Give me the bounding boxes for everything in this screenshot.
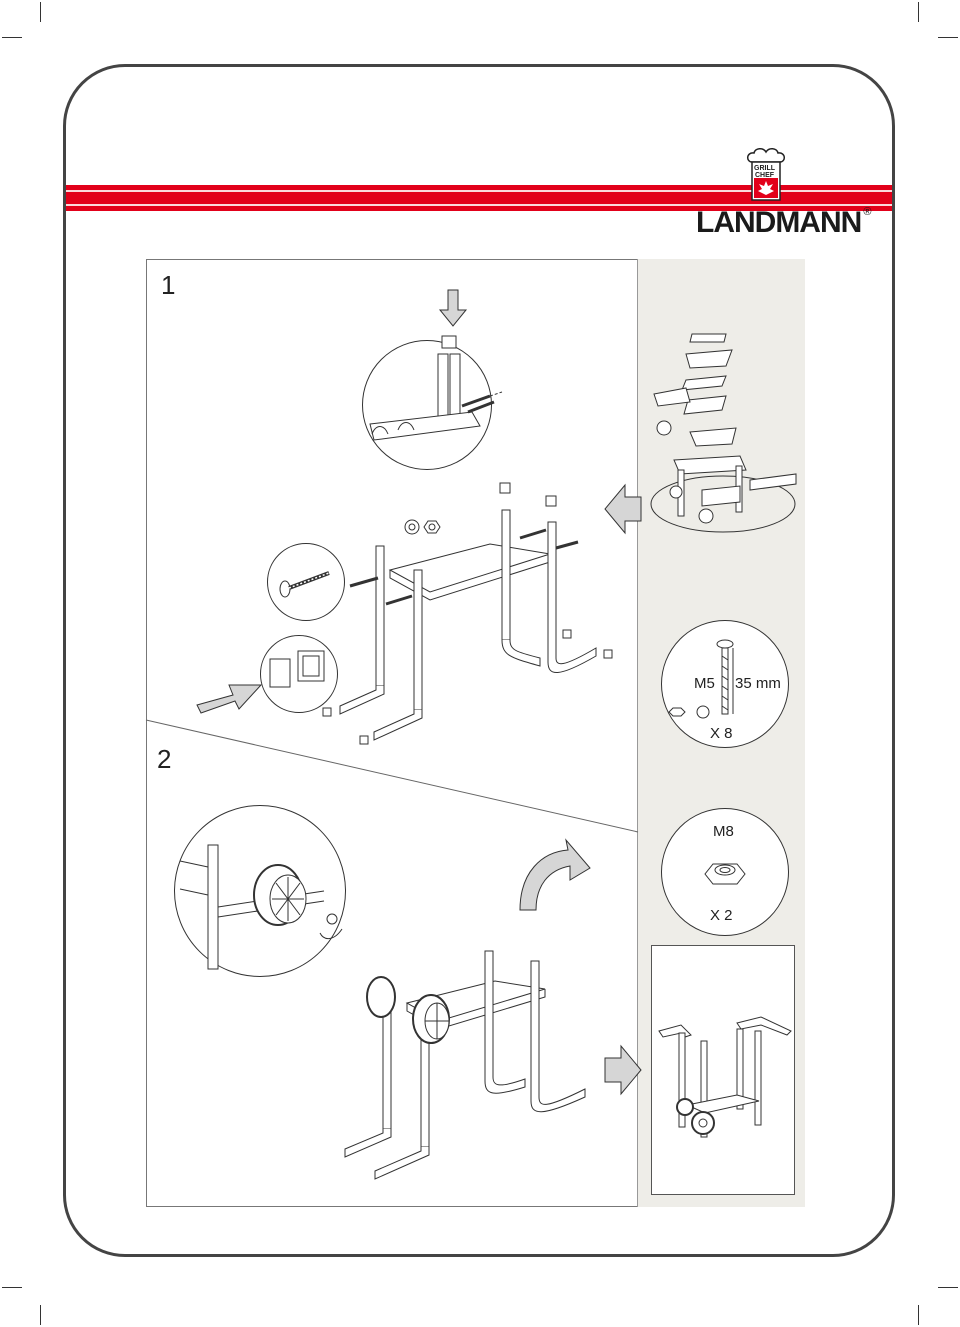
leg-insert-detail-drawing (362, 284, 502, 474)
crop-mark (2, 1287, 22, 1288)
step-number-2: 2 (157, 744, 172, 774)
brand-name (696, 206, 870, 240)
wheel-detail-drawing (174, 805, 346, 977)
bolt-length-label: 35 mm (735, 675, 781, 692)
brand-name-text: LANDMANN (696, 206, 862, 239)
arrow-right-icon (603, 1044, 643, 1096)
end-caps-drawing (260, 635, 338, 713)
logo-text-grill: GRILL (754, 165, 775, 172)
step-number-1: 1 (161, 270, 176, 300)
bolt-size-label: M5 (694, 675, 715, 692)
logo-text-chef: CHEF (755, 172, 775, 179)
grill-chef-logo (746, 148, 786, 208)
trademark-symbol: ® (863, 206, 871, 218)
assembled-cart-drawing (651, 945, 795, 1195)
crop-mark (918, 2, 919, 22)
cart-frame-drawing-step1 (320, 480, 620, 750)
crop-mark (938, 1287, 958, 1288)
arrow-left-icon (603, 483, 643, 535)
curved-arrow-icon (514, 836, 594, 916)
cart-frame-drawing-step2 (335, 945, 595, 1185)
crop-mark (40, 1305, 41, 1325)
exploded-grill-drawing (640, 320, 800, 540)
nut-size-label: M8 (713, 823, 734, 840)
arrow-icon (195, 675, 265, 715)
crop-mark (938, 37, 958, 38)
nut-quantity-label: X 2 (710, 907, 733, 924)
bolt-quantity-label: X 8 (710, 725, 733, 742)
crop-mark (2, 37, 22, 38)
crop-mark (40, 2, 41, 22)
crop-mark (918, 1305, 919, 1325)
